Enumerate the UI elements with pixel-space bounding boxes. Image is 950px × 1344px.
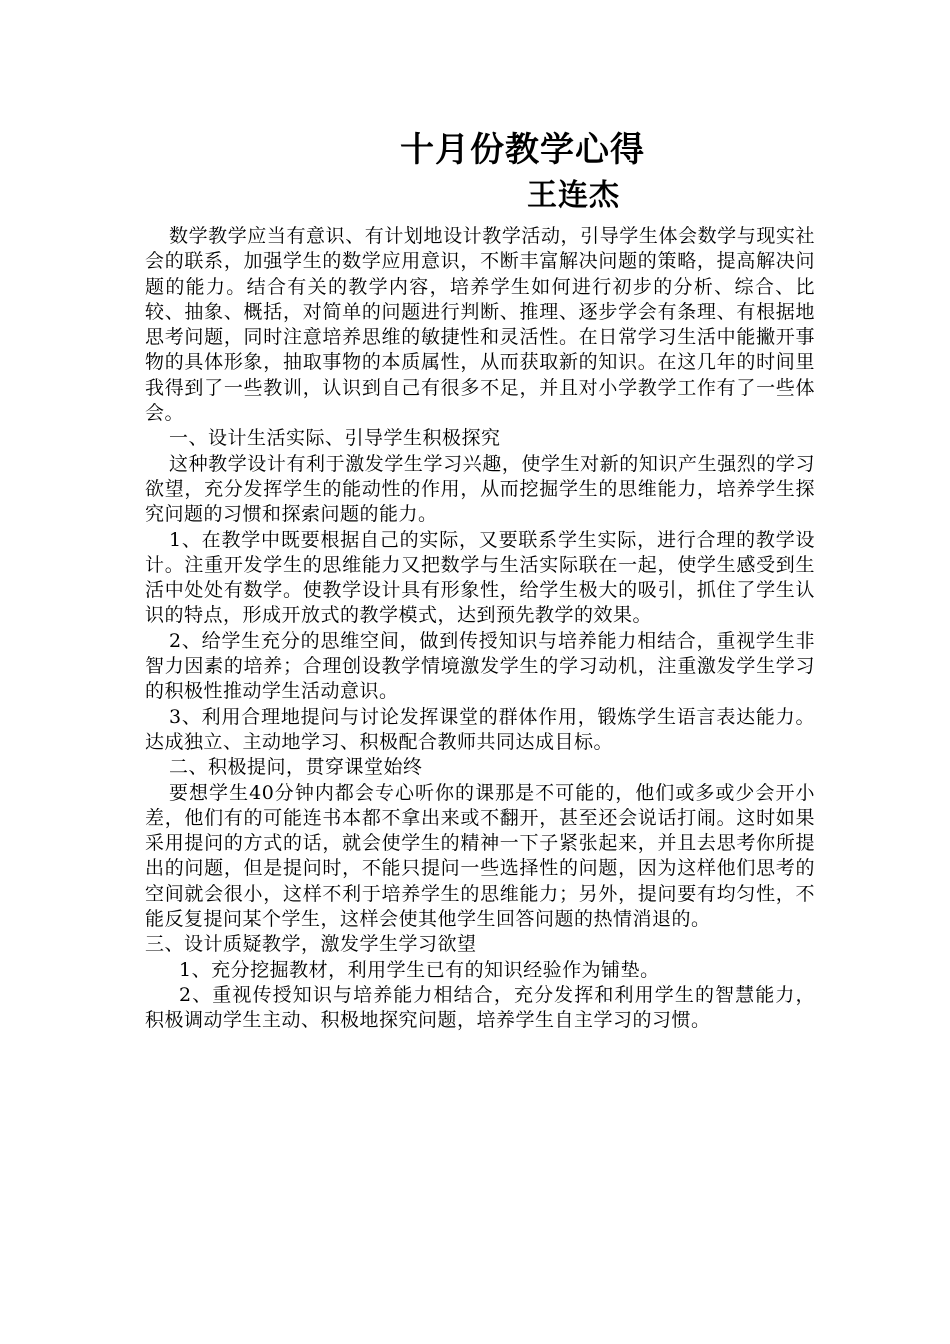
paragraph: 1、充分挖掘教材，利用学生已有的知识经验作为铺垫。 xyxy=(179,958,660,981)
document-title: 十月份教学心得 xyxy=(400,130,645,170)
paragraph-intro: 数学教学应当有意识、有计划地设计教学活动，引导学生体会数学与现实社会的联系，加强学生的数学应用意识，不断丰富解决问题的策略，提高解决问题的能力。结合有关的教学内容，培养学生如何进行初步的分析、综合、比较、抽象、概括，对简单的问题进行判断、推理、逐步学会有条理、有根据地思考问题，同时注意培养思维的敏捷性和灵活性。在日常学习生活中能撇开事物的具体形象，抽取事物的本质属性，从而获取新的知识。在这几年的时间里我得到了一些教训，认识到自己有很多不足，并且对小学教学工作有了一些体会。 xyxy=(145,225,815,425)
section-heading-1: 一、设计生活实际、引导学生积极探究 xyxy=(169,427,501,450)
paragraph: 要想学生40分钟内都会专心听你的课那是不可能的，他们或多或少会开小差，他们有的可能连书本都不拿出来或不翻开，甚至还会说话打闹。这时如果采用提问的方式的话，就会使学生的精神一下子紧张起来，并且去思考你所提出的问题，但是提问时，不能只提问一些选择性的问题，因为这样他们思考的空间就会很小，这样不利于培养学生的思维能力；另外，提问要有均匀性，不能反复提问某个学生，这样会使其他学生回答问题的热情消退的。 xyxy=(145,781,815,931)
document-author: 王连杰 xyxy=(527,178,620,213)
section-heading-3: 三、设计质疑教学，激发学生学习欲望 xyxy=(145,933,477,956)
document-page xyxy=(145,128,815,1034)
paragraph: 这种教学设计有利于激发学生学习兴趣，使学生对新的知识产生强烈的学习欲望，充分发挥学生的能动性的作用，从而挖掘学生的思维能力，培养学生探究问题的习惯和探索问题的能力。 xyxy=(145,452,815,526)
document-body xyxy=(145,224,815,1034)
paragraph: 2、给学生充分的思维空间，做到传授知识与培养能力相结合，重视学生非智力因素的培养；合理创设教学情境激发学生的学习动机，注重激发学生学习的积极性推动学生活动意识。 xyxy=(145,629,815,703)
paragraph: 1、在教学中既要根据自己的实际，又要联系学生实际，进行合理的教学设计。注重开发学生的思维能力又把数学与生活实际联在一起，使学生感受到生活中处处有数学。使教学设计具有形象性，给学生极大的吸引，抓住了学生认识的特点，形成开放式的教学模式，达到预先教学的效果。 xyxy=(145,528,815,627)
paragraph: 3、利用合理地提问与讨论发挥课堂的群体作用，锻炼学生语言表达能力。达成独立、主动地学习、积极配合教师共同达成目标。 xyxy=(145,705,815,753)
section-heading-2: 二、积极提问，贯穿课堂始终 xyxy=(169,756,423,779)
paragraph: 2、重视传授知识与培养能力相结合，充分发挥和利用学生的智慧能力，积极调动学生主动、积极地探究问题，培养学生自主学习的习惯。 xyxy=(145,983,815,1032)
